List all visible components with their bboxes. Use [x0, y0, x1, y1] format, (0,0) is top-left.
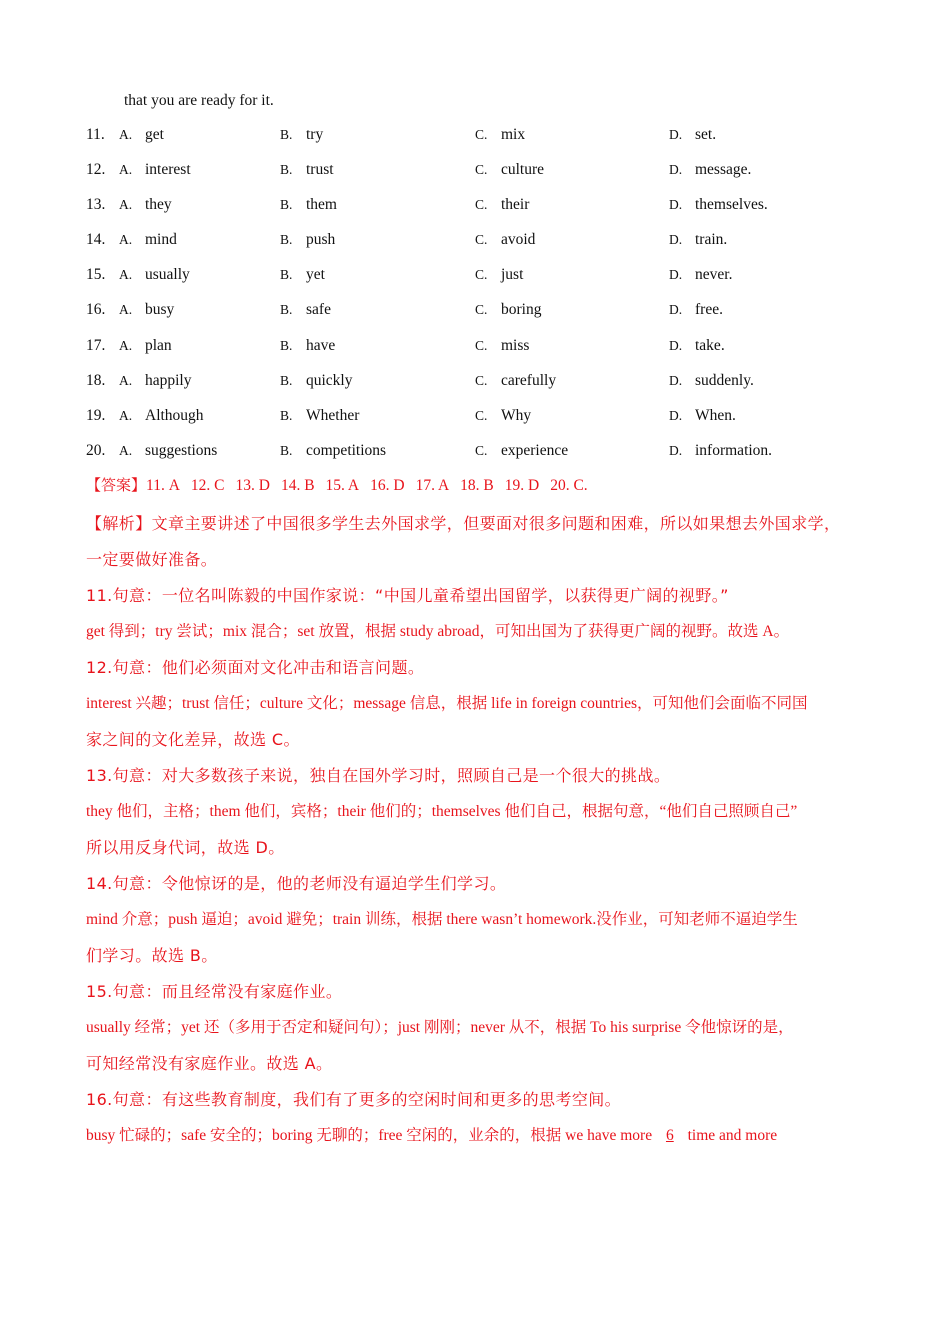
question-number: 19.	[86, 406, 106, 424]
option-letter: C.	[475, 162, 488, 178]
q16-explanation	[86, 1118, 876, 1154]
passage-fragment: that you are ready for it.	[124, 92, 274, 109]
option-d	[669, 300, 723, 320]
option-letter: A.	[119, 407, 133, 423]
option-b	[280, 230, 335, 250]
option-letter: B.	[280, 267, 293, 283]
option-b	[280, 160, 334, 180]
option-text: try	[306, 126, 324, 143]
option-c	[475, 371, 556, 391]
option-letter: B.	[280, 372, 293, 388]
option-text: boring	[501, 301, 542, 319]
option-letter: D.	[669, 127, 683, 142]
blank-number: 6	[665, 1127, 674, 1144]
analysis-section	[86, 506, 876, 1154]
option-text: yet	[306, 266, 325, 284]
option-text: experience	[501, 441, 569, 459]
option-text: set.	[695, 126, 717, 143]
option-text: information.	[695, 441, 773, 459]
option-a	[119, 230, 177, 250]
option-letter: C.	[475, 302, 488, 318]
option-letter: C.	[475, 197, 488, 213]
option-text: mind	[145, 231, 177, 249]
option-text: trust	[306, 161, 334, 179]
q13-meaning: 13.句意：对大多数孩子来说，独自在国外学习时，照顾自己是一个很大的挑战。	[86, 766, 671, 785]
option-a	[119, 160, 191, 180]
q11-meaning: 11.句意：一位名叫陈毅的中国作家说：“中国儿童希望出国留学，以获得更广阔的视野。”	[86, 586, 729, 605]
question-number: 15.	[86, 266, 106, 284]
answer-item: 13. D	[235, 477, 270, 494]
option-text: avoid	[501, 231, 536, 249]
option-d	[669, 125, 716, 145]
option-text: carefully	[501, 371, 557, 389]
q13-explanation: they 他们，主格；them 他们，宾格；their 他们的；themselves 他们自己，根据句意，“他们自己照顾自己”	[86, 803, 798, 820]
option-letter: C.	[475, 267, 488, 283]
question-row	[86, 441, 906, 476]
option-letter: C.	[475, 372, 488, 388]
option-d	[669, 195, 768, 215]
answer-item: 15. A	[325, 477, 360, 494]
option-letter: B.	[280, 442, 293, 458]
question-number: 11.	[86, 126, 105, 143]
question-number: 20.	[86, 441, 106, 459]
q12-explanation-cont: 家之间的文化差异，故选 C。	[86, 730, 300, 749]
question-row	[86, 265, 906, 300]
option-c	[475, 441, 568, 461]
option-letter: D.	[669, 232, 683, 248]
option-d	[669, 441, 772, 461]
q15-meaning: 15.句意：而且经常没有家庭作业。	[86, 982, 343, 1001]
option-text: never.	[695, 266, 733, 284]
option-text: culture	[501, 161, 545, 179]
option-letter: B.	[280, 302, 293, 318]
option-a	[119, 195, 172, 215]
answer-key	[86, 475, 599, 496]
option-text: message.	[695, 161, 752, 179]
option-text: Why	[501, 406, 532, 424]
option-b	[280, 265, 325, 285]
option-text: usually	[145, 266, 190, 284]
analysis-summary: 【解析】文章主要讲述了中国很多学生去外国求学，但要面对很多问题和困难，所以如果想去外国求学，	[86, 514, 841, 533]
option-c	[475, 125, 525, 145]
option-b	[280, 125, 323, 145]
option-letter: A.	[119, 232, 133, 248]
question-row	[86, 125, 906, 160]
option-text: free.	[695, 301, 723, 319]
option-d	[669, 265, 732, 285]
option-text: they	[145, 196, 172, 214]
question-number: 17.	[86, 336, 106, 354]
answer-item: 17. A	[415, 477, 450, 494]
question-number: 16.	[86, 301, 106, 319]
option-letter: D.	[669, 337, 683, 353]
option-letter: D.	[669, 442, 683, 458]
question-number: 12.	[86, 161, 106, 179]
option-text: take.	[695, 336, 725, 354]
option-letter: D.	[669, 407, 683, 423]
option-text: push	[306, 231, 336, 249]
answer-item: 18. B	[460, 477, 494, 494]
option-letter: A.	[119, 267, 133, 283]
q14-explanation-cont: 们学习。故选 B。	[86, 946, 218, 965]
option-text: suddenly.	[695, 371, 754, 389]
option-a	[119, 125, 164, 145]
answer-item: 14. B	[280, 477, 315, 494]
option-letter: D.	[669, 162, 683, 178]
option-c	[475, 406, 531, 426]
option-text: miss	[501, 336, 530, 354]
option-letter: B.	[280, 197, 293, 213]
option-letter: A.	[119, 337, 133, 353]
option-b	[280, 371, 353, 391]
option-b	[280, 300, 331, 320]
option-letter: A.	[119, 162, 133, 178]
question-row	[86, 406, 906, 441]
q13-explanation-cont: 所以用反身代词，故选 D。	[86, 838, 285, 857]
option-text: have	[306, 336, 336, 354]
option-c	[475, 336, 529, 356]
option-b	[280, 406, 359, 426]
answer-label: 【答案】	[86, 476, 147, 494]
option-c	[475, 300, 541, 320]
q16-explanation-text: busy 忙碌的；safe 安全的；boring 无聊的；free 空闲的，业余的，根据 we have more	[86, 1127, 653, 1144]
option-letter: B.	[280, 337, 293, 353]
option-b	[280, 195, 337, 215]
option-letter: A.	[119, 302, 133, 318]
option-d	[669, 406, 736, 426]
option-text: interest	[145, 161, 191, 179]
q14-explanation: mind 介意；push 逼迫；avoid 避免；train 训练，根据 there wasn’t homework.没作业，可知老师不逼迫学生	[86, 911, 798, 928]
option-d	[669, 230, 727, 250]
option-letter: D.	[669, 302, 683, 318]
q15-explanation: usually 经常；yet 还（多用于否定和疑问句）；just 刚刚；never 从不，根据 To his surprise 令他惊讶的是，	[86, 1019, 794, 1036]
question-number: 18.	[86, 371, 106, 389]
answer-item: 16. D	[370, 477, 405, 494]
q16-meaning: 16.句意：有这些教育制度，我们有了更多的空闲时间和更多的思考空间。	[86, 1090, 622, 1109]
option-letter: D.	[669, 267, 683, 283]
option-letter: C.	[475, 232, 488, 248]
option-d	[669, 336, 725, 356]
option-text: When.	[695, 406, 736, 424]
option-text: their	[501, 196, 530, 214]
q12-meaning: 12.句意：他们必须面对文化冲击和语言问题。	[86, 658, 425, 677]
option-letter: C.	[475, 337, 488, 353]
option-text: happily	[145, 371, 192, 389]
option-a	[119, 265, 190, 285]
option-c	[475, 195, 529, 215]
option-text: just	[501, 266, 524, 284]
option-letter: D.	[669, 197, 683, 213]
option-text: quickly	[306, 371, 353, 389]
answer-item: 11. A	[146, 477, 180, 494]
answer-item: 19. D	[504, 477, 540, 494]
option-letter: A.	[119, 372, 133, 388]
option-letter: B.	[280, 162, 293, 178]
option-text: plan	[145, 336, 172, 354]
option-text: get	[145, 126, 164, 143]
option-d	[669, 371, 754, 391]
question-row	[86, 160, 906, 195]
option-letter: A.	[119, 127, 133, 142]
option-text: busy	[145, 301, 175, 319]
option-letter: B.	[280, 232, 293, 248]
option-c	[475, 160, 544, 180]
option-a	[119, 371, 192, 391]
q12-explanation: interest 兴趣；trust 信任；culture 文化；message 信息，根据 life in foreign countries，可知他们会面临不同国	[86, 695, 808, 712]
analysis-summary-cont: 一定要做好准备。	[86, 550, 218, 569]
q14-meaning: 14.句意：令他惊讶的是，他的老师没有逼迫学生们学习。	[86, 874, 507, 893]
option-a	[119, 406, 204, 426]
option-text: suggestions	[145, 441, 218, 459]
q11-explanation: get 得到；try 尝试；mix 混合；set 放置，根据 study abroad，可知出国为了获得更广阔的视野。故选 A。	[86, 623, 790, 640]
answer-item: 20. C.	[550, 477, 588, 494]
q15-explanation-cont: 可知经常没有家庭作业。故选 A。	[86, 1054, 333, 1073]
option-text: Although	[145, 406, 204, 424]
option-letter: C.	[475, 407, 488, 423]
answer-item: 12. C	[190, 477, 225, 494]
question-number: 13.	[86, 196, 106, 214]
question-number: 14.	[86, 231, 106, 249]
option-text: train.	[695, 231, 728, 249]
question-row	[86, 230, 906, 265]
option-text: competitions	[306, 441, 387, 459]
question-options	[86, 125, 906, 476]
question-row	[86, 300, 906, 335]
option-text: Whether	[306, 406, 360, 424]
option-text: them	[306, 196, 337, 214]
option-d	[669, 160, 751, 180]
option-letter: A.	[119, 442, 133, 458]
question-row	[86, 195, 906, 230]
option-a	[119, 441, 217, 461]
q16-explanation-tail: time and more	[687, 1127, 778, 1144]
option-b	[280, 441, 386, 461]
option-c	[475, 230, 535, 250]
option-a	[119, 336, 172, 356]
question-row	[86, 371, 906, 406]
option-letter: C.	[475, 127, 488, 142]
option-a	[119, 300, 174, 320]
option-b	[280, 336, 335, 356]
option-text: themselves.	[695, 196, 768, 214]
option-text: safe	[306, 301, 331, 319]
option-letter: B.	[280, 407, 293, 423]
option-letter: D.	[669, 372, 683, 388]
option-c	[475, 265, 523, 285]
option-text: mix	[501, 126, 526, 143]
option-letter: A.	[119, 197, 133, 213]
question-row	[86, 336, 906, 371]
option-letter: B.	[280, 127, 293, 142]
option-letter: C.	[475, 442, 488, 458]
